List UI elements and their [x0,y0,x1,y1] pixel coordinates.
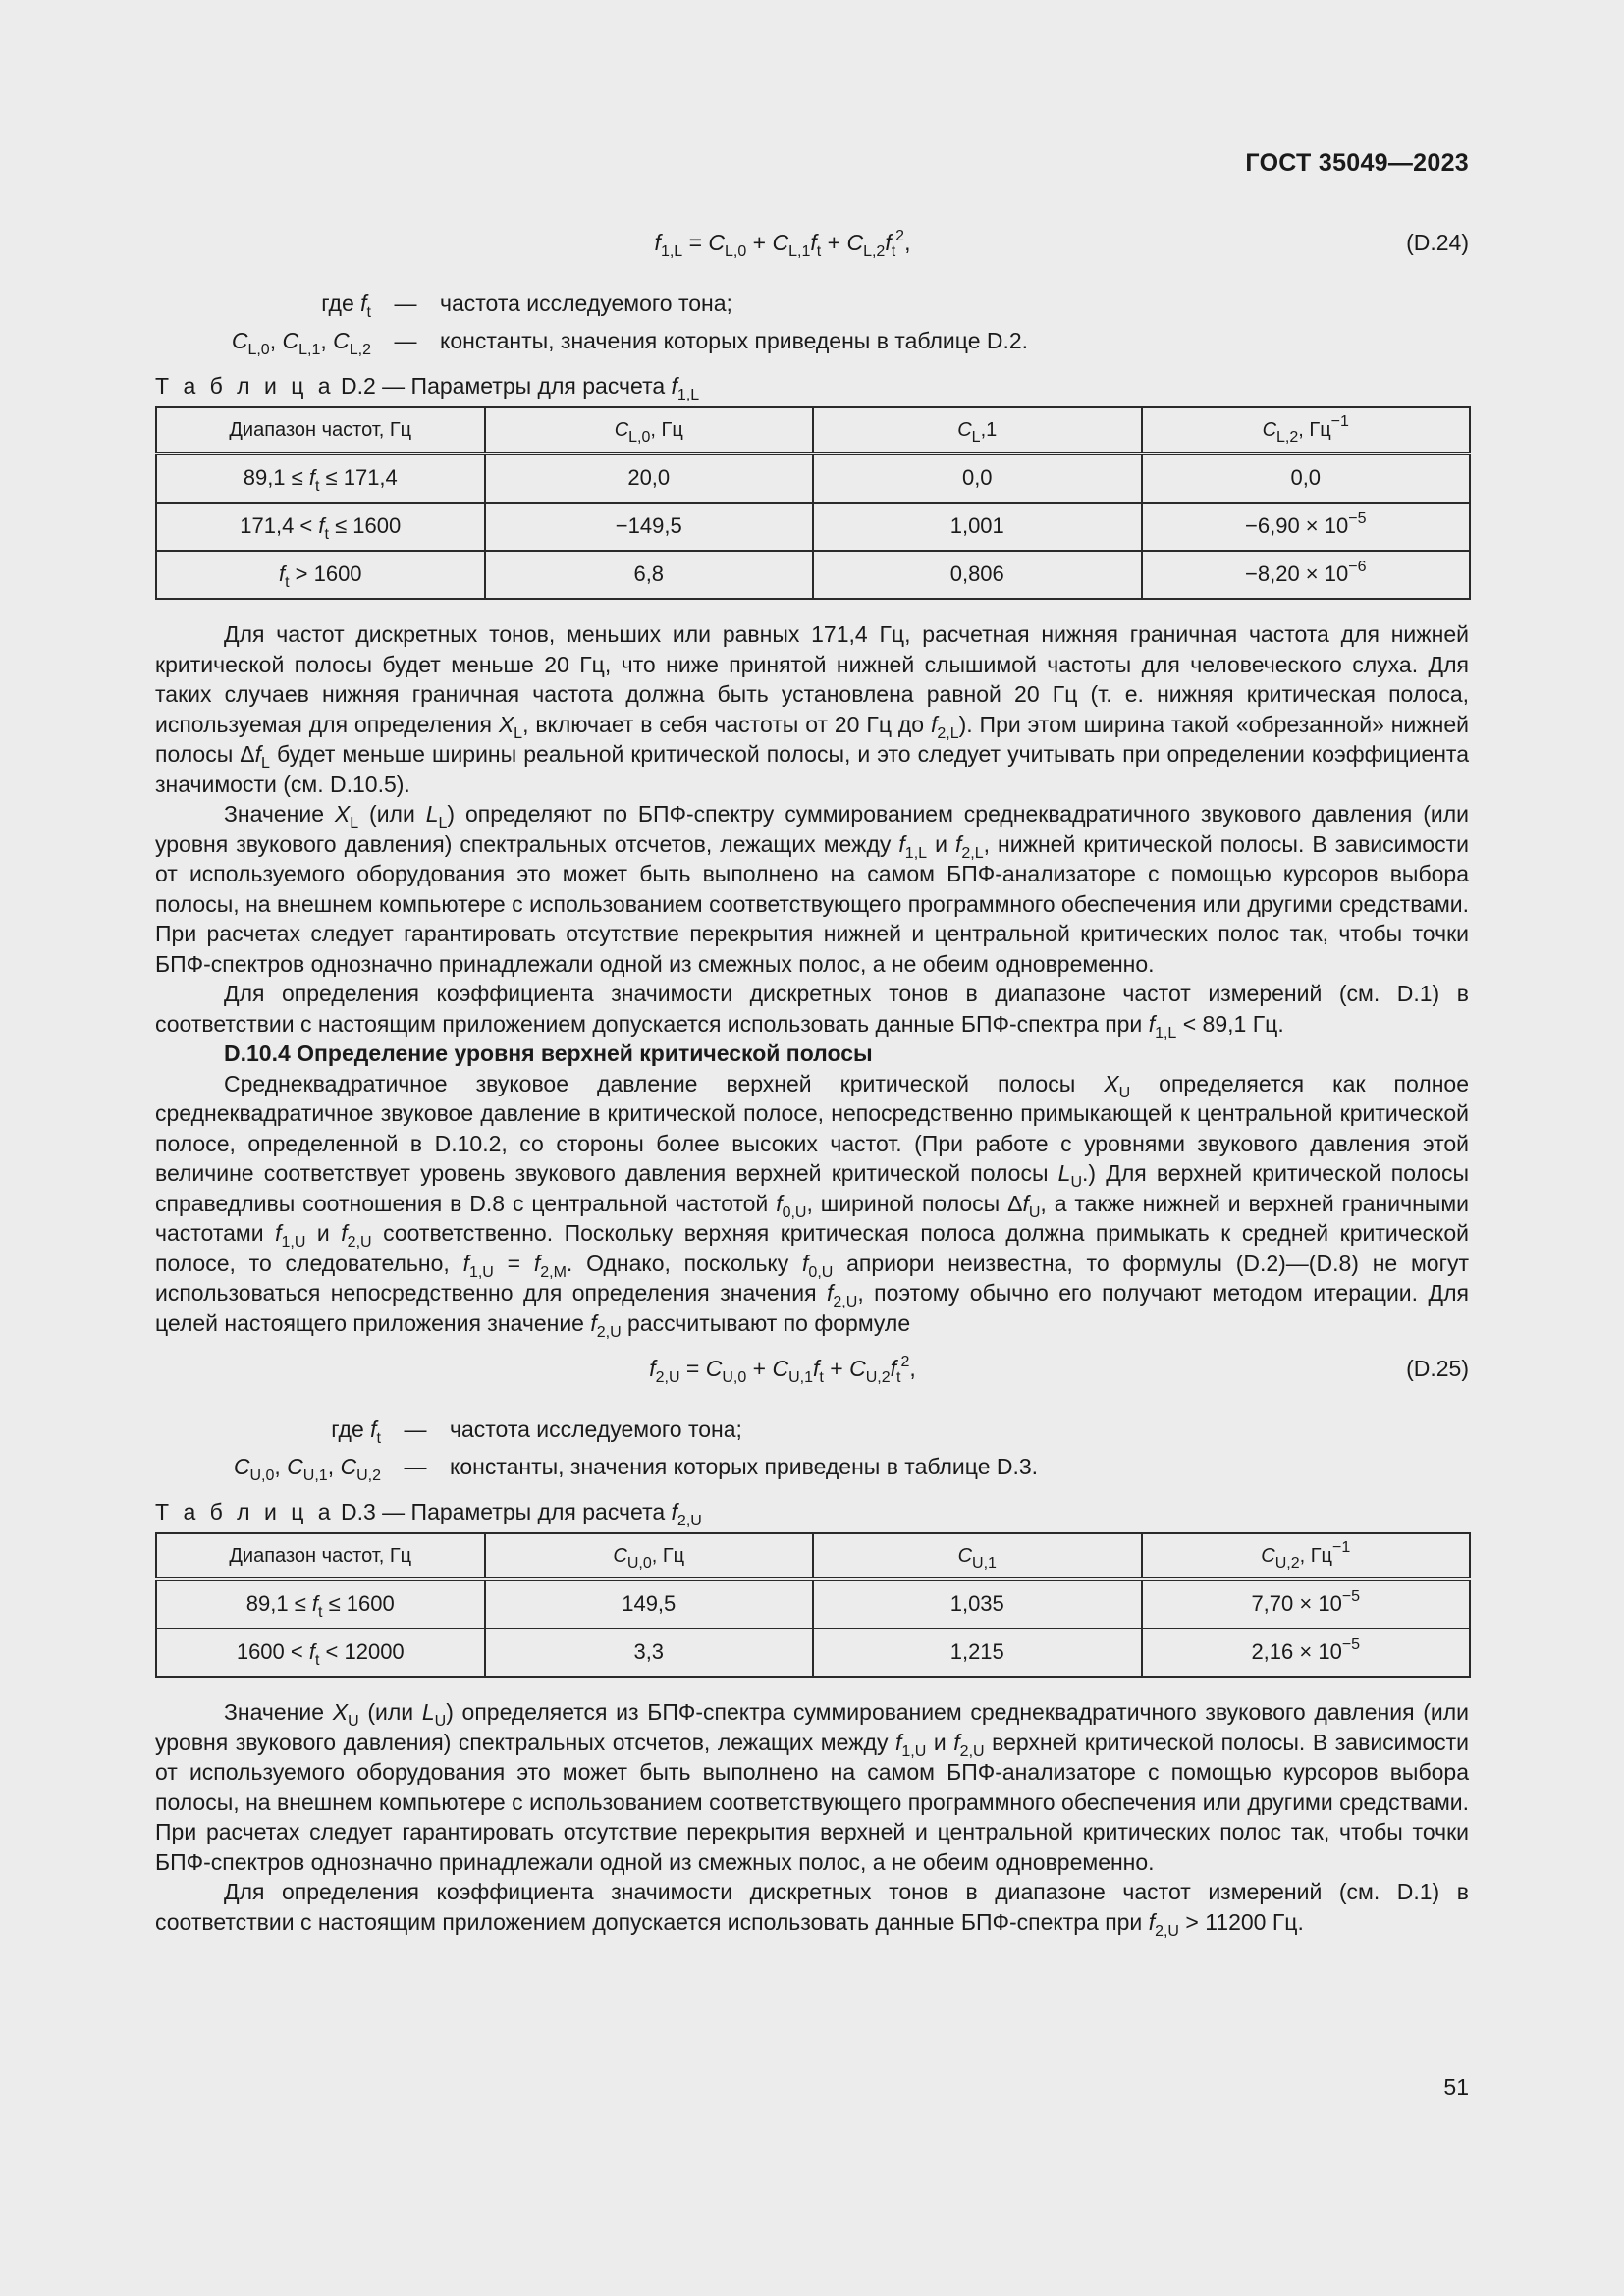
equation-d25-formula: $f_{2,U} = C_{U,0} + C_{U,1}f_t + C_{U,2}f_t^2$, [649,1354,916,1386]
equation-d24-formula: $f_{1,L} = C_{L,0} + C_{L,1}f_t + C_{L,2}f_t^2$, [654,228,911,260]
table-header-cell: $C_{U,2}$, $Гц^{-1}$ [1142,1533,1471,1579]
table-header-cell: Диапазон частот, Гц [156,1533,485,1579]
equation-d24 [155,224,1469,261]
table-header-cell: $C_{L,2}$, $Гц^{-1}$ [1142,407,1471,454]
where-symbol: $C_{U,0}$, $C_{U,1}$, $C_{U,2}$ [233,1454,381,1484]
paragraph: Значение $X_U$ (или $L_U$) определяется из БПФ-спектра суммированием среднеквадратичного звукового давления (или уровня звукового давления) спектральных отсчетов, лежащих между $f_{1,U}$ и $f_{2,U}$ верхней критической полосы. В зависимости от используемого оборудования это может быть выполнено на самом БПФ-анализаторе с помощью курсоров выбора полосы, на внешнем компьютере с использованием соответствующего программного обеспечения или другими средствами. При расчетах следует гарантировать отсутствие перекрытия верхней и центральной критических полос так, чтобы точки БПФ-спектров однозначно принадлежали одной из смежных полос, а не обеим одновременно. [155,1699,1470,1875]
table-cell: 0,0 [1142,454,1471,503]
where-row [155,326,1469,363]
table-header-row [156,1533,1470,1579]
where-dash: — [394,328,417,353]
table-cell: $f_t > 1600$ [156,551,485,599]
table-header-cell: $C_{L,0}$, Гц [485,407,814,454]
table-row [156,551,1470,599]
table-d3-caption: Т а б л и ц а D.3 — Параметры для расчета $f_{2,U}$ [155,1499,702,1529]
table-row [156,1579,1470,1629]
page-content [155,224,1470,1940]
table-header-row [156,407,1470,454]
paragraph: Значение $X_L$ (или $L_L$) определяют по БПФ-спектру суммированием среднеквадратичного звукового давления (или уровня звукового давления) спектральных отсчетов, лежащих между $f_{1,L}$ и $f_{2,L}$, нижней критической полосы. В зависимости от используемого оборудования это может быть выполнено на самом БПФ-анализаторе с помощью курсоров выбора полосы, на внешнем компьютере с использованием соответствующего программного обеспечения или другими средствами. При расчетах следует гарантировать отсутствие перекрытия нижней и центральной критических полос так, чтобы точки БПФ-спектров однозначно принадлежали одной из смежных полос, а не обеим одновременно. [155,801,1469,977]
where-dash: — [394,291,417,316]
table-row [156,503,1470,551]
table-header-cell: Диапазон частот, Гц [156,407,485,454]
where-symbol: где $f_t$ [321,291,371,321]
section-heading: D.10.4 Определение уровня верхней критической полосы [224,1041,873,1066]
equation-d25 [155,1350,1469,1387]
table-header-cell: $C_{U,1}$ [813,1533,1142,1579]
where-symbol: где $f_t$ [331,1416,381,1447]
where-row [155,1415,1469,1452]
where-dash: — [404,1454,427,1479]
standard-id: ГОСТ 35049—2023 [1245,149,1469,177]
table-cell: $7,70 \times 10^{-5}$ [1142,1579,1471,1629]
table-cell: 1,035 [813,1579,1142,1629]
where-block-d25 [155,1415,1469,1489]
table-cell: −149,5 [485,503,814,551]
equation-d24-number: (D.24) [1406,230,1469,255]
where-row [155,1452,1469,1489]
table-d2-caption: Т а б л и ц а D.2 — Параметры для расчета $f_{1,L}$ [155,373,700,403]
table-cell: 0,0 [813,454,1142,503]
where-text: частота исследуемого тона; [450,1416,742,1442]
table-cell: $89,1 \le f_t \le 171,4$ [156,454,485,503]
where-row [155,289,1469,326]
where-symbol: $C_{L,0}$, $C_{L,1}$, $C_{L,2}$ [231,328,371,358]
table-row [156,1629,1470,1677]
where-text: константы, значения которых приведены в таблице D.2. [440,328,1029,353]
paragraph: Для определения коэффициента значимости дискретных тонов в диапазоне частот измерений (см. D.1) в соответствии с настоящим приложением допускается использовать данные БПФ-спектра при $f_{2,U} > 11200$ Гц. [155,1879,1469,1940]
table-cell: $1600 < f_t < 12000$ [156,1629,485,1677]
table-d3 [155,1532,1471,1678]
table-cell: $-6,90 \times 10^{-5}$ [1142,503,1471,551]
table-cell: $2,16 \times 10^{-5}$ [1142,1629,1471,1677]
equation-d25-number: (D.25) [1406,1356,1469,1381]
table-cell: $-8,20 \times 10^{-6}$ [1142,551,1471,599]
table-header-cell: $C_{U,0}$, Гц [485,1533,814,1579]
table-d2 [155,406,1471,600]
table-cell: 1,001 [813,503,1142,551]
paragraph: Для частот дискретных тонов, меньших или равных 171,4 Гц, расчетная нижняя граничная частота для нижней критической полосы будет меньше 20 Гц, что ниже принятой нижней слышимой частоты для человеческого слуха. Для таких случаев нижняя граничная частота должна быть установлена равной 20 Гц (т. е. нижняя критическая полоса, используемая для определения $X_L$, включает в себя частоты от 20 Гц до $f_{2,L}$). При этом ширина такой «обрезанной» нижней полосы $\Delta f_L$ будет меньше ширины реальной критической полосы, и это следует учитывать при определении коэффициента значимости (см. D.10.5). [155,621,1469,797]
where-dash: — [404,1416,427,1442]
table-cell: $171,4 < f_t \le 1600$ [156,503,485,551]
where-block-d24 [155,289,1469,363]
table-header-cell: $C_L,1$ [813,407,1142,454]
table-cell: $89,1 \le f_t \le 1600$ [156,1579,485,1629]
paragraph: Для определения коэффициента значимости дискретных тонов в диапазоне частот измерений (см. D.1) в соответствии с настоящим приложением допускается использовать данные БПФ-спектра при $f_{1,L} < 89,1$ Гц. [155,981,1469,1041]
table-cell: 6,8 [485,551,814,599]
table-cell: 0,806 [813,551,1142,599]
table-cell: 1,215 [813,1629,1142,1677]
paragraph: Среднеквадратичное звуковое давление верхней критической полосы $X_U$ определяется как полное среднеквадратичное звуковое давление в критической полосе, непосредственно примыкающей к центральной критической полосе, определенной в D.10.2, со стороны более высоких частот. (При работе с уровнями звукового давления этой величине соответствует уровень звукового давления верхней критической полосы $L_U$.) Для верхней критической полосы справедливы соотношения в D.8 с центральной частотой $f_{0,U}$, шириной полосы $\Delta f_U$, а также нижней и верхней граничными частотами $f_{1,U}$ и $f_{2,U}$ соответственно. Поскольку верхняя критическая полоса должна примыкать к средней критической полосе, то следовательно, $f_{1,U} = f_{2,M}$. Однако, поскольку $f_{0,U}$ априори неизвестна, то формулы (D.2)—(D.8) не могут использоваться непосредственно для определения значения $f_{2,U}$, поэтому обычно его получают методом итерации. Для целей настоящего приложения значение $f_{2,U}$ рассчитывают по формуле [155,1070,1469,1341]
where-text: константы, значения которых приведены в таблице D.3. [450,1454,1039,1479]
table-cell: 20,0 [485,454,814,503]
page-number: 51 [1443,2074,1469,2100]
table-row [156,454,1470,503]
where-text: частота исследуемого тона; [440,291,732,316]
table-cell: 149,5 [485,1579,814,1629]
table-cell: 3,3 [485,1629,814,1677]
